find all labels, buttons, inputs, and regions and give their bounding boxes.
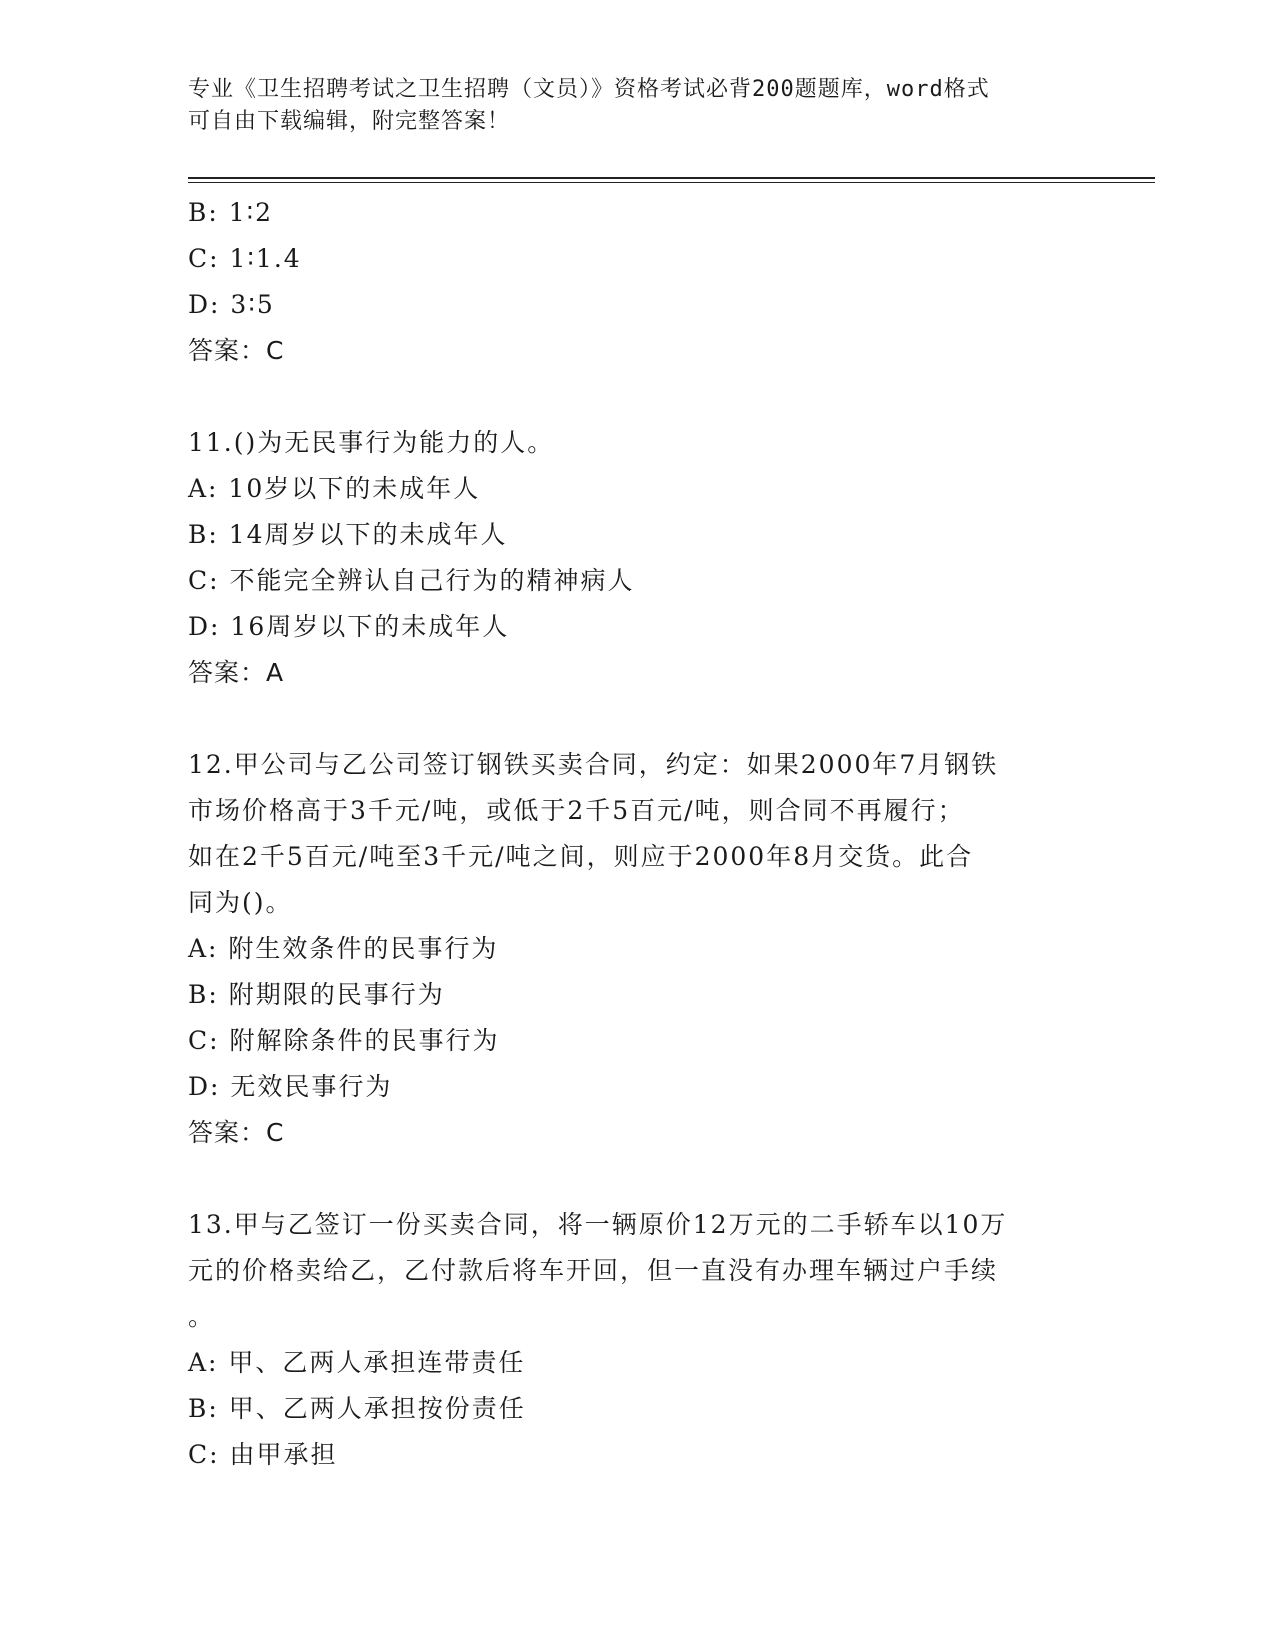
- document-header: [188, 74, 1068, 138]
- answer: 答案：C: [188, 1118, 285, 1147]
- question-text: 11.()为无民事行为能力的人。: [188, 428, 555, 457]
- option-d: D: 16周岁以下的未成年人: [188, 612, 510, 641]
- question-text-line-4: 同为()。: [188, 888, 293, 917]
- option-b: B: 附期限的民事行为: [188, 980, 445, 1009]
- option-d: D: 3∶5: [188, 290, 275, 319]
- answer: 答案：C: [188, 336, 285, 365]
- option-c: C: 由甲承担: [188, 1440, 338, 1469]
- option-b: B: 1∶2: [188, 198, 274, 227]
- option-c: C: 1∶1.4: [188, 244, 302, 273]
- option-a: A: 甲、乙两人承担连带责任: [188, 1348, 526, 1377]
- header-rule-thick: [188, 177, 1155, 179]
- answer: 答案：A: [188, 658, 285, 687]
- document-body: [188, 190, 1088, 1478]
- question-11-block: [188, 420, 1088, 696]
- question-10-block: [188, 190, 1088, 374]
- header-line-2: 可自由下载编辑，附完整答案！: [188, 109, 511, 134]
- option-c: C: 附解除条件的民事行为: [188, 1026, 500, 1055]
- question-text-line-3: 如在2千5百元/吨至3千元/吨之间，则应于2000年8月交货。此合: [188, 842, 974, 871]
- option-b: B: 14周岁以下的未成年人: [188, 520, 508, 549]
- question-13-block: [188, 1202, 1088, 1478]
- question-text-line-3: 。: [188, 1302, 216, 1331]
- option-a: A: 10岁以下的未成年人: [188, 474, 481, 503]
- header-line-1: 专业《卫生招聘考试之卫生招聘（文员）》资格考试必背200题题库，word格式: [188, 77, 990, 102]
- question-text-line-1: 13.甲与乙签订一份买卖合同，将一辆原价12万元的二手轿车以10万: [188, 1210, 1008, 1239]
- option-d: D: 无效民事行为: [188, 1072, 393, 1101]
- spacer: [188, 696, 1088, 742]
- header-rule-thin: [188, 182, 1155, 183]
- question-text-line-2: 市场价格高于3千元/吨，或低于2千5百元/吨，则合同不再履行；: [188, 796, 965, 825]
- option-a: A: 附生效条件的民事行为: [188, 934, 499, 963]
- spacer: [188, 374, 1088, 420]
- question-text-line-2: 元的价格卖给乙，乙付款后将车开回，但一直没有办理车辆过户手续: [188, 1256, 999, 1285]
- question-text-line-1: 12.甲公司与乙公司签订钢铁买卖合同，约定：如果2000年7月钢铁: [188, 750, 999, 779]
- option-b: B: 甲、乙两人承担按份责任: [188, 1394, 526, 1423]
- spacer: [188, 1156, 1088, 1202]
- option-c: C: 不能完全辨认自己行为的精神病人: [188, 566, 635, 595]
- question-12-block: [188, 742, 1088, 1156]
